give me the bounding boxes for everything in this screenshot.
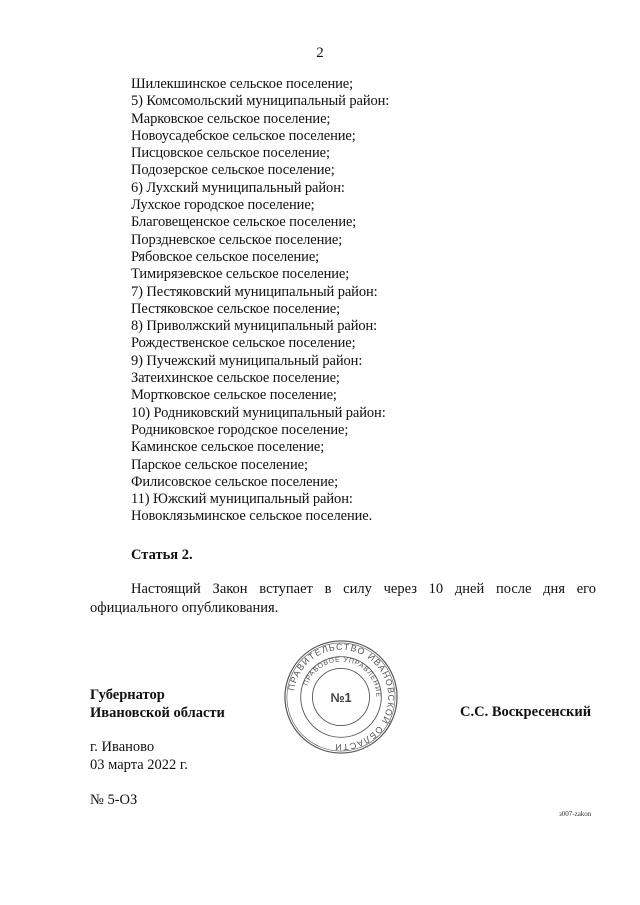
list-item: 11) Южский муниципальный район:: [131, 491, 353, 508]
list-item: Рябовское сельское поселение;: [131, 248, 320, 265]
list-item: 5) Комсомольский муниципальный район:: [131, 93, 390, 110]
list-item: Тимирязевское сельское поселение;: [131, 266, 350, 283]
governor-title: [90, 686, 225, 722]
list-item: Новоклязьминское сельское поселение.: [131, 508, 373, 525]
list-item: Мортковское сельское поселение;: [131, 387, 337, 404]
list-item: Парское сельское поселение;: [131, 456, 308, 473]
signing-date: 03 марта 2022 г.: [90, 757, 188, 773]
list-item: 6) Лухский муниципальный район:: [131, 179, 345, 196]
governor-title-line1: Губернатор: [90, 687, 165, 703]
list-item: Рождественское сельское поселение;: [131, 335, 356, 352]
list-item: Писцовское сельское поселение;: [131, 145, 330, 162]
list-item: Родниковское городское поселение;: [131, 421, 349, 438]
official-seal-stamp: [282, 638, 400, 756]
list-item: Затеихинское сельское поселение;: [131, 370, 340, 387]
list-item: Благовещенское сельское поселение;: [131, 214, 357, 231]
list-item: Подозерское сельское поселение;: [131, 162, 335, 179]
registration-number: № 5-ОЗ: [90, 792, 138, 808]
stamp-ring-text: ПРАВИТЕЛЬСТВО ИВАНОВСКОЙ ОБЛАСТИ: [286, 641, 397, 753]
list-item: Порздневское сельское поселение;: [131, 231, 343, 248]
governor-title-line2: Ивановской области: [90, 705, 225, 721]
stamp-inner-text: ПРАВОВОЕ УПРАВЛЕНИЕ: [302, 656, 382, 698]
list-item: Новоусадебское сельское поселение;: [131, 127, 356, 144]
list-item: Каминское сельское поселение;: [131, 439, 325, 456]
page-number: 2: [316, 45, 324, 61]
list-item: 10) Родниковский муниципальный район:: [131, 404, 386, 421]
city: г. Иваново: [90, 739, 155, 755]
list-item: 8) Приволжский муниципальный район:: [131, 318, 378, 335]
list-item: Марковское сельское поселение;: [131, 110, 331, 127]
article-text: Настоящий Закон вступает в силу через 10 дней после дня его официального опубликования.: [90, 581, 596, 616]
list-item: 9) Пучежский муниципальный район:: [131, 352, 363, 369]
governor-name: С.С. Воскресенский: [460, 704, 592, 720]
list-item: 7) Пестяковский муниципальный район:: [131, 283, 378, 300]
stamp-number: №1: [330, 689, 352, 705]
list-item: Шилекшинское сельское поселение;: [131, 76, 354, 92]
list-item: Пестяковское сельское поселение;: [131, 300, 341, 317]
document-code: з007-zakon: [559, 810, 592, 818]
list-item: Филисовское сельское поселение;: [131, 473, 338, 490]
settlement-list: [131, 76, 389, 526]
place-and-date: [90, 738, 188, 774]
list-item: Лухское городское поселение;: [131, 197, 315, 214]
article-title: Статья 2.: [131, 547, 193, 563]
